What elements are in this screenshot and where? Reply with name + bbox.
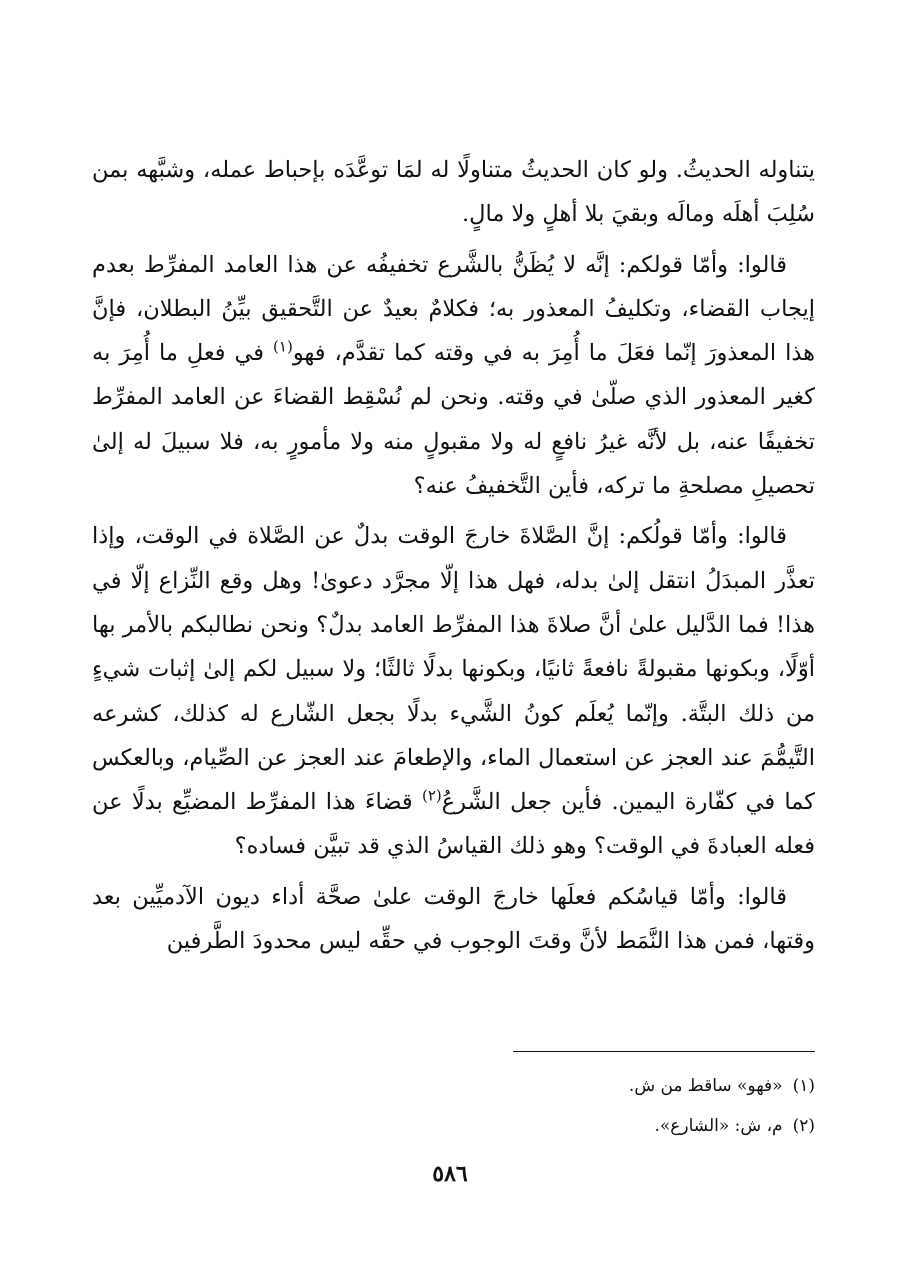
footnotes xyxy=(215,1066,815,1146)
paragraph-1 xyxy=(92,148,815,237)
footnote-1 xyxy=(215,1066,815,1106)
paragraph-2 xyxy=(92,243,815,509)
paragraph-4-text: قالوا: وأمّا قياسُكم فعلَها خارجَ الوقت علىٰ صحَّة أداء ديون الآدميِّين بعد وقتها، فمن هذا النَّمَط لأنَّ وقتَ الوجوب في حقِّه ليس محدودَ الطَّرفين xyxy=(92,883,815,955)
paragraph-3 xyxy=(92,514,815,868)
paragraph-2-text-after-note: في فعلِ ما أُمِرَ به كغير المعذور الذي صلّىٰ في وقته. ونحن لم نُسْقِط القضاءَ عن العامد المفرِّط تخفيفًا عنه، بل لأنَّه غيرُ نافعٍ له ولا مقبولٍ منه ولا مأمورٍ به، فلا سبيلَ له إلىٰ تحصيلِ مصلحةِ ما تركه، فأين التَّخفيفُ عنه؟ xyxy=(92,340,815,500)
footnote-2 xyxy=(215,1106,815,1146)
main-text xyxy=(92,148,815,963)
footnote-2-text: م، ش: «الشارع». xyxy=(654,1116,783,1136)
paragraph-1-text: يتناوله الحديثُ. ولو كان الحديثُ متناولًا له لمَا توعَّدَه بإحباط عمله، وشبَّهه بمن سُلِبَ أهلَه ومالَه وبقيَ بلا أهلٍ ولا مالٍ. xyxy=(92,157,815,228)
footnote-divider xyxy=(513,1051,815,1052)
footnote-1-number: (١) xyxy=(792,1076,815,1096)
footnote-1-text: «فهو» ساقط من ش. xyxy=(628,1076,783,1096)
footnote-ref-2: (٢) xyxy=(421,786,442,805)
footnote-2-number: (٢) xyxy=(792,1116,815,1136)
paragraph-4 xyxy=(92,875,815,964)
paragraph-3-text-before-note: قالوا: وأمّا قولُكم: إنَّ الصَّلاةَ خارجَ الوقت بدلٌ عن الصَّلاة في الوقت، وإذا تعذَّر المبدَلُ انتقل إلىٰ بدله، فهل هذا إلّا مجرَّد دعوىٰ! وهل وقع النِّزاع إلّا في هذا! فما الدَّليل علىٰ أنَّ صلاةَ هذا المفرِّط العامد بدلٌ؟ ونحن نطالبكم بالأمر بها أوّلًا، وبكونها مقبولةً نافعةً ثانيًا، وبكونها بدلًا ثالثًا؛ ولا سبيل لكم إلىٰ إثبات شيءٍ من ذلك البتَّة. وإنّما يُعلَم كونُ الشَّيء بدلًا بجعل الشّارع له كذلك، كشرعه التَّيمُّمَ عند العجز عن استعمال الماء، والإطعامَ عند العجز عن الصِّيام، وبالعكس كما في كفّارة اليمين. فأين جعل الشَّرعُ xyxy=(92,523,815,816)
paragraph-3-text-after-note: قضاءَ هذا المفرِّط المضيِّع بدلًا عن فعله العبادةَ في الوقت؟ وهو ذلك القياسُ الذي قد تبيَّن فساده؟ xyxy=(92,789,815,860)
footnote-ref-1: (١) xyxy=(273,337,293,356)
paragraph-2-text-before-note: قالوا: وأمّا قولكم: إنَّه لا يُظَنُّ بالشَّرع تخفيفُه عن هذا العامد المفرِّط بعدم إيجاب القضاء، وتكليفُ المعذور به؛ فكلامٌ بعيدٌ عن التَّحقيق بيِّنُ البطلان، فإنَّ هذا المعذورَ إنّما فعَلَ ما أُمِرَ به في وقته كما تقدَّم، فهو xyxy=(92,251,815,367)
page-number: ٥٨٦ xyxy=(432,1161,468,1187)
